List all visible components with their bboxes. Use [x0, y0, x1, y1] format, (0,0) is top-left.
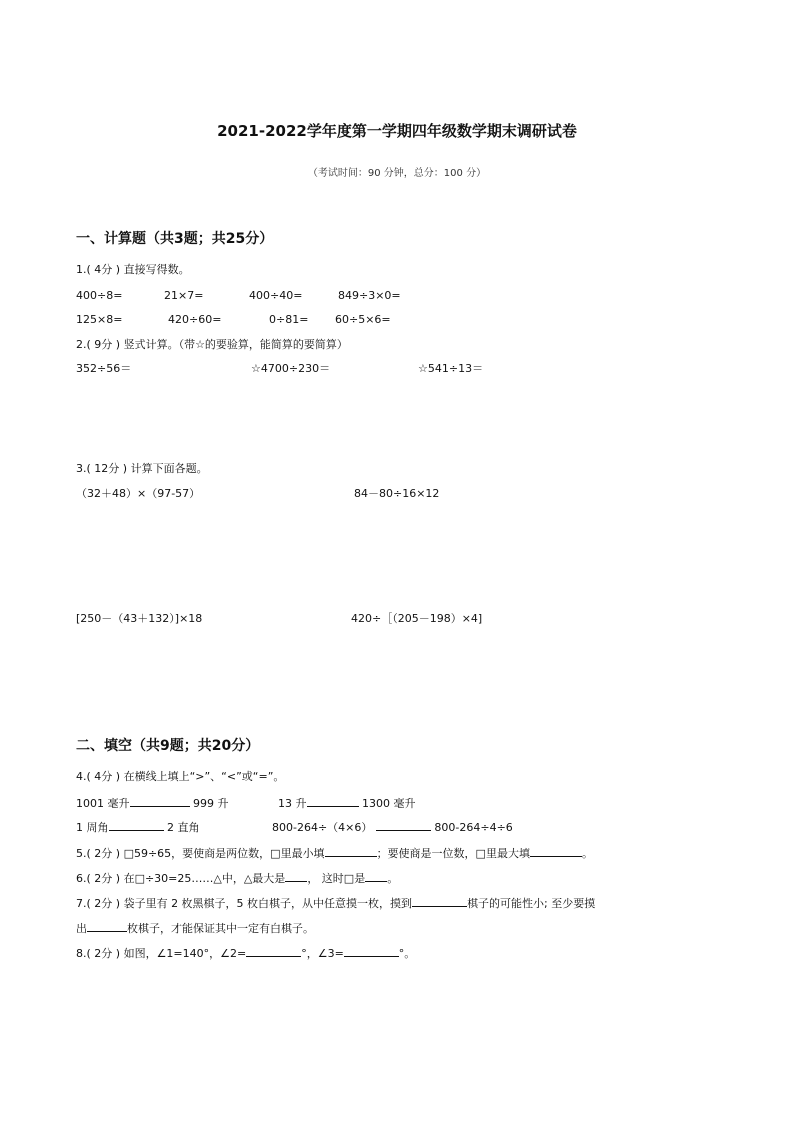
q7-blank-2[interactable]: [87, 920, 127, 932]
q4-row-2b: [272, 819, 513, 835]
q6-line: [76, 870, 398, 886]
q1-r1-c4: 849÷3×0=: [338, 289, 401, 302]
section-heading-1: 一、计算题（共3题；共25分）: [76, 231, 274, 247]
q4-row-1b: [278, 795, 416, 811]
q4-c-blank[interactable]: [109, 819, 164, 831]
q4-b-blank[interactable]: [307, 795, 359, 807]
q5-part-3: 。: [581, 847, 593, 860]
q8-part-1: 8.( 2分 ) 如图，∠1=140°，∠2=: [76, 947, 247, 960]
q1-r1-c2: 21×7=: [164, 289, 204, 302]
q5-blank-2[interactable]: [530, 845, 582, 857]
q4-a-right: 999 升: [193, 797, 229, 810]
q4-row-2a: [76, 819, 200, 835]
q1-r2-c2: 420÷60=: [168, 313, 222, 326]
q5-line: [76, 845, 593, 861]
q5-part-1: 5.( 2分 ) □59÷65，要使商是两位数，□里最小填: [76, 847, 325, 860]
q6-part-1: 6.( 2分 ) 在□÷30=25……△中，△最大是: [76, 872, 286, 885]
q7-part-4: 枚棋子，才能保证其中一定有白棋子。: [127, 922, 314, 935]
q4-d-right: 800-264÷4÷6: [434, 821, 513, 834]
q7-blank-1[interactable]: [412, 895, 467, 907]
q8-blank-1[interactable]: [246, 945, 301, 957]
q7-part-1: 7.( 2分 ) 袋子里有 2 枚黑棋子，5 枚白棋子，从中任意摸一枚，摸到: [76, 897, 413, 910]
q6-part-2: ， 这时□是: [307, 872, 366, 885]
q4-a-left: 1001 毫升: [76, 797, 130, 810]
q2-item-3: ☆541÷13＝: [418, 362, 484, 375]
q1-r1-c1: 400÷8=: [76, 289, 123, 302]
q4-b-left: 13 升: [278, 797, 307, 810]
q2-item-2: ☆4700÷230＝: [251, 362, 331, 375]
q1-r2-c3: 0÷81=: [269, 313, 309, 326]
q4-d-blank[interactable]: [376, 819, 431, 831]
q7-line-2: [76, 920, 314, 936]
q3-stem: 3.( 12分 ) 计算下面各题。: [76, 462, 208, 475]
exam-subtitle: （考试时间：90 分钟，总分：100 分）: [307, 168, 487, 179]
q8-blank-2[interactable]: [344, 945, 399, 957]
q8-part-3: °。: [398, 947, 416, 960]
q5-blank-1[interactable]: [325, 845, 377, 857]
q4-row-1a: [76, 795, 229, 811]
q6-blank-2[interactable]: [365, 870, 387, 882]
q4-c-right: 2 直角: [167, 821, 200, 834]
q6-part-3: 。: [387, 872, 399, 885]
q7-line-1: [76, 895, 595, 911]
q4-stem: 4.( 4分 ) 在横线上填上“>”、“<”或“=”。: [76, 770, 285, 783]
q1-stem: 1.( 4分 ) 直接写得数。: [76, 263, 190, 276]
section-heading-2: 二、填空（共9题；共20分）: [76, 738, 260, 754]
q7-part-2: 棋子的可能性小; 至少要摸: [467, 897, 596, 910]
q4-d-left: 800-264÷（4×6）: [272, 821, 373, 834]
q4-a-blank[interactable]: [130, 795, 190, 807]
q3-r1-c1: （32＋48）×（97-57）: [76, 487, 201, 500]
exam-title: 2021-2022学年度第一学期四年级数学期末调研试卷: [217, 122, 577, 140]
q4-b-right: 1300 毫升: [362, 797, 416, 810]
q8-line: [76, 945, 415, 961]
q3-r2-c2: 420÷［（205－198）×4]: [351, 612, 483, 625]
q7-part-3: 出: [76, 922, 87, 935]
q5-part-2: ；要使商是一位数，□里最大填: [376, 847, 530, 860]
q3-r2-c1: [250－（43＋132）]×18: [76, 612, 203, 625]
q1-r2-c4: 60÷5×6=: [335, 313, 391, 326]
q1-r2-c1: 125×8=: [76, 313, 123, 326]
q6-blank-1[interactable]: [285, 870, 307, 882]
q1-r1-c3: 400÷40=: [249, 289, 303, 302]
q4-c-left: 1 周角: [76, 821, 109, 834]
q8-part-2: °，∠3=: [301, 947, 344, 960]
q2-stem: 2.( 9分 ) 竖式计算。（带☆的要验算，能简算的要简算）: [76, 338, 348, 351]
q3-r1-c2: 84－80÷16×12: [354, 487, 440, 500]
q2-item-1: 352÷56＝: [76, 362, 132, 375]
